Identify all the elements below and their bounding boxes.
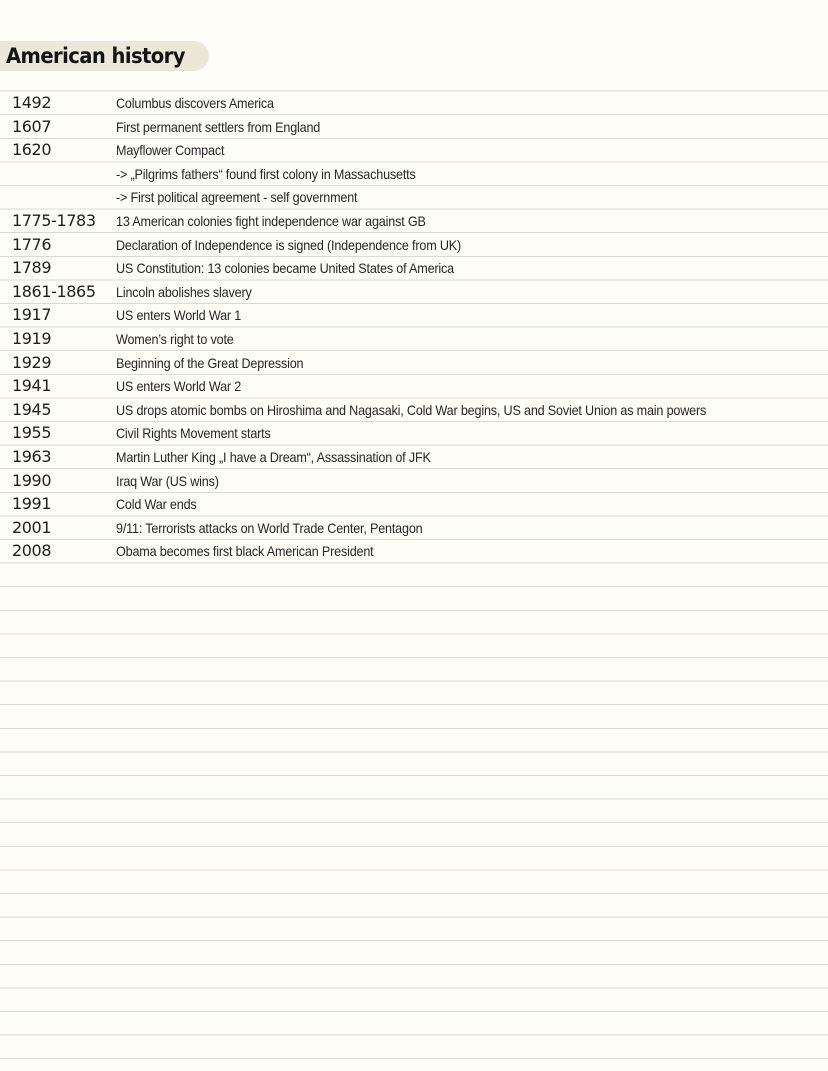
timeline-row <box>0 375 828 399</box>
timeline-year: 1776 <box>12 234 52 254</box>
timeline-event: -> „Pilgrims fathers“ found first colony in Massachusetts <box>116 165 416 182</box>
timeline-event: Lincoln abolishes slavery <box>116 283 252 300</box>
timeline-event: US drops atomic bombs on Hiroshima and Nagasaki, Cold War begins, US and Soviet Union as main powers <box>116 401 707 418</box>
timeline-event: Beginning of the Great Depression <box>116 354 304 371</box>
timeline-row <box>0 92 828 116</box>
timeline-year: 2001 <box>12 517 52 537</box>
timeline-event: US Constitution: 13 colonies became United States of America <box>116 260 454 277</box>
timeline-event: Iraq War (US wins) <box>116 472 219 489</box>
timeline-row <box>0 470 828 494</box>
timeline-event: Declaration of Independence is signed (Independence from UK) <box>116 236 462 253</box>
timeline-row <box>0 304 828 328</box>
timeline-row <box>0 139 828 163</box>
timeline-event: Obama becomes first black American President <box>116 543 374 560</box>
timeline-year: 1941 <box>12 376 52 396</box>
timeline-row <box>0 422 828 446</box>
timeline-year: 2008 <box>12 541 52 561</box>
timeline-row <box>0 163 828 187</box>
timeline-year: 1492 <box>12 93 52 112</box>
timeline-row <box>0 116 828 140</box>
timeline-event: Civil Rights Movement starts <box>116 425 271 442</box>
timeline-year: 1945 <box>12 399 52 419</box>
timeline-event: 9/11: Terrorists attacks on World Trade Center, Pentagon <box>116 519 423 536</box>
timeline-event: Women’s right to vote <box>116 330 234 347</box>
timeline-row <box>0 234 828 258</box>
title-highlight <box>0 41 209 71</box>
timeline-row <box>0 493 828 517</box>
timeline-row <box>0 352 828 376</box>
timeline-row <box>0 257 828 281</box>
timeline-event: First permanent settlers from England <box>116 118 321 135</box>
page-title: American history <box>6 44 185 68</box>
timeline-year: 1991 <box>12 494 52 514</box>
timeline-year: 1607 <box>12 116 52 136</box>
timeline-row <box>0 186 828 210</box>
timeline-year: 1861-1865 <box>12 281 96 301</box>
timeline-row <box>0 210 828 234</box>
timeline-row <box>0 399 828 423</box>
timeline-year: 1929 <box>12 352 52 372</box>
timeline-row <box>0 517 828 541</box>
timeline-year: 1917 <box>12 305 52 325</box>
timeline-year: 1919 <box>12 328 52 348</box>
timeline-year: 1990 <box>12 470 52 490</box>
timeline-event: US enters World War 1 <box>116 307 242 324</box>
timeline-year: 1955 <box>12 423 52 443</box>
timeline-year: 1620 <box>12 140 52 160</box>
timeline-event: Cold War ends <box>116 496 197 513</box>
timeline-event: US enters World War 2 <box>116 378 242 395</box>
timeline-row <box>0 540 828 564</box>
timeline-row <box>0 328 828 352</box>
timeline-event: Columbus discovers America <box>116 95 274 111</box>
timeline-event: Martin Luther King „I have a Dream“, Assassination of JFK <box>116 448 431 465</box>
timeline-event: -> First political agreement - self government <box>116 189 358 206</box>
timeline-event: Mayflower Compact <box>116 142 225 159</box>
timeline-year: 1963 <box>12 446 52 466</box>
timeline-event: 13 American colonies fight independence war against GB <box>116 212 426 229</box>
timeline-year: 1775-1783 <box>12 210 96 230</box>
timeline-row <box>0 281 828 305</box>
timeline-list <box>0 92 828 564</box>
timeline-year: 1789 <box>12 258 52 278</box>
timeline-row <box>0 446 828 470</box>
